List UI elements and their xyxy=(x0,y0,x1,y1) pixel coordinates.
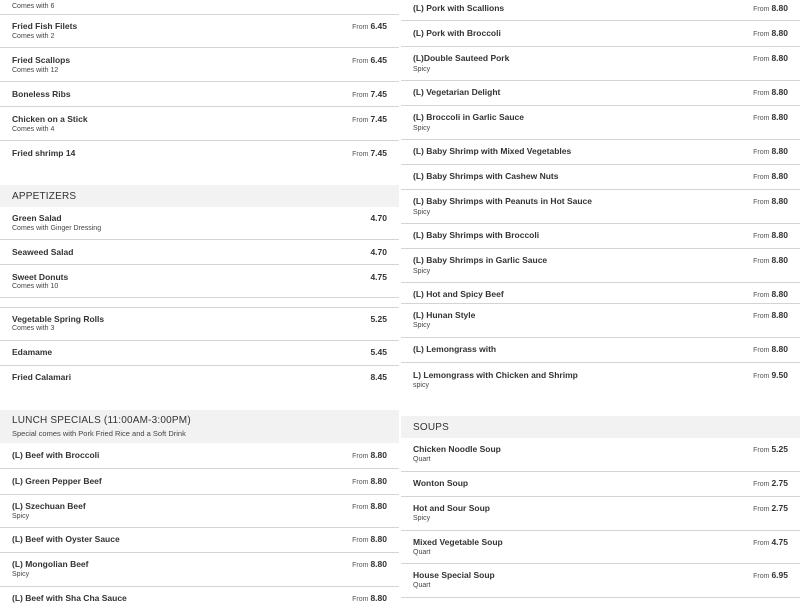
menu-item[interactable] xyxy=(401,0,800,21)
item-price: From 8.80 xyxy=(753,3,788,13)
menu-item[interactable] xyxy=(401,304,800,338)
item-price: From 6.95 xyxy=(753,570,788,580)
item-price: 4.70 xyxy=(370,247,387,257)
section-title: SOUPS xyxy=(413,422,450,433)
item-name: Chicken on a Stick xyxy=(12,114,88,124)
item-price: From 8.80 xyxy=(753,196,788,206)
item-name: (L) Green Pepper Beef xyxy=(12,476,102,486)
item-name: (L) Mongolian Beef xyxy=(12,559,89,569)
item-name: Vegetable Spring Rolls xyxy=(12,314,105,324)
item-name: Green Salad xyxy=(12,213,62,223)
menu-item[interactable] xyxy=(401,190,800,224)
item-description: Comes with 4 xyxy=(12,126,55,133)
item-name: (L) Baby Shrimps in Garlic Sauce xyxy=(413,255,548,265)
item-name: (L) Beef with Broccoli xyxy=(12,450,100,460)
item-price: From 8.80 xyxy=(753,255,788,265)
item-name: (L) Vegetarian Delight xyxy=(413,87,501,97)
item-price: From 5.25 xyxy=(753,444,788,454)
item-price: From 7.45 xyxy=(352,89,387,99)
item-description: Spicy xyxy=(413,268,431,275)
item-price: From 8.80 xyxy=(753,230,788,240)
menu-item[interactable] xyxy=(401,472,800,497)
item-name: (L) Baby Shrimp with Mixed Vegetables xyxy=(413,146,572,156)
section-header-lunch-specials xyxy=(0,410,399,443)
item-price: From 8.80 xyxy=(753,289,788,299)
item-price: 8.45 xyxy=(370,372,387,382)
item-price: From 8.80 xyxy=(753,28,788,38)
empty-row xyxy=(0,298,399,308)
menu-item[interactable] xyxy=(401,338,800,363)
item-price: 4.75 xyxy=(370,272,387,282)
menu-item[interactable] xyxy=(0,240,399,265)
item-name: Hot and Sour Soup xyxy=(413,503,490,513)
item-price: From 8.80 xyxy=(753,112,788,122)
item-name: House Special Soup xyxy=(413,570,495,580)
item-name: (L) Baby Shrimps with Peanuts in Hot Sauce xyxy=(413,196,592,206)
item-price: From 7.45 xyxy=(352,148,387,158)
section-header-appetizers xyxy=(0,185,399,207)
item-description: Quart xyxy=(413,582,431,589)
item-price: From 8.80 xyxy=(352,476,387,486)
item-name: (L) Lemongrass with xyxy=(413,344,497,354)
item-description: Comes with Ginger Dressing xyxy=(12,225,102,232)
item-price: From 8.80 xyxy=(352,501,387,511)
item-price: From 8.80 xyxy=(753,146,788,156)
menu-item[interactable] xyxy=(0,587,399,611)
menu-item[interactable] xyxy=(401,81,800,106)
section-title: APPETIZERS xyxy=(12,191,77,202)
item-description: Comes with 2 xyxy=(12,33,55,40)
item-name: Seaweed Salad xyxy=(12,247,74,257)
item-name: Chicken Noodle Soup xyxy=(413,444,501,454)
menu-item[interactable] xyxy=(401,564,800,598)
item-price: 5.25 xyxy=(370,314,387,324)
item-description: Spicy xyxy=(413,209,431,216)
item-name: L) Lemongrass with Chicken and Shrimp xyxy=(413,370,578,380)
item-description: Spicy xyxy=(413,515,431,522)
menu-item[interactable] xyxy=(0,553,399,587)
item-price: From 8.80 xyxy=(352,450,387,460)
item-price: From 8.80 xyxy=(753,344,788,354)
item-price: From 8.80 xyxy=(352,593,387,603)
item-name: Fried shrimp 14 xyxy=(12,148,76,158)
section-subtitle: Special comes with Pork Fried Rice and a Soft Drink xyxy=(12,429,186,438)
menu-item[interactable] xyxy=(401,363,800,396)
item-price: From 8.80 xyxy=(753,53,788,63)
item-name: (L) Szechuan Beef xyxy=(12,501,86,511)
menu-item[interactable] xyxy=(401,106,800,140)
menu-item[interactable] xyxy=(401,140,800,165)
item-name: (L) Pork with Scallions xyxy=(413,3,505,13)
menu-item[interactable] xyxy=(0,495,399,528)
item-name: (L) Broccoli in Garlic Sauce xyxy=(413,112,525,122)
menu-item[interactable] xyxy=(0,48,399,82)
item-price: From 8.80 xyxy=(753,310,788,320)
item-name: Fried Fish Filets xyxy=(12,21,78,31)
item-name: (L) Beef with Sha Cha Sauce xyxy=(12,593,127,603)
item-description: Comes with 10 xyxy=(12,283,59,290)
item-description: Spicy xyxy=(12,513,30,520)
section-header-soups xyxy=(401,416,800,438)
menu-item[interactable] xyxy=(0,141,399,165)
menu-item[interactable] xyxy=(0,107,399,141)
menu-item[interactable] xyxy=(0,82,399,107)
menu-item[interactable] xyxy=(401,47,800,81)
item-price: From 8.80 xyxy=(352,534,387,544)
item-description: Comes with 3 xyxy=(12,325,55,332)
menu-item[interactable] xyxy=(0,528,399,553)
menu-item[interactable] xyxy=(0,469,399,495)
menu-item[interactable] xyxy=(401,531,800,564)
menu-item[interactable] xyxy=(401,249,800,283)
menu-item[interactable] xyxy=(401,283,800,304)
menu-item[interactable] xyxy=(0,207,399,240)
item-description: Spicy xyxy=(413,322,431,329)
item-description: Quart xyxy=(413,549,431,556)
item-name: (L) Baby Shrimps with Broccoli xyxy=(413,230,540,240)
item-name: (L) Beef with Oyster Sauce xyxy=(12,534,120,544)
item-name: (L) Pork with Broccoli xyxy=(413,28,501,38)
item-name: Fried Scallops xyxy=(12,55,71,65)
item-name: Mixed Vegetable Soup xyxy=(413,537,503,547)
menu-item[interactable] xyxy=(401,165,800,190)
menu-item[interactable] xyxy=(0,308,399,341)
menu-item[interactable] xyxy=(0,14,399,48)
item-price: From 2.75 xyxy=(753,503,788,513)
item-price: 5.45 xyxy=(370,347,387,357)
item-name: Edamame xyxy=(12,347,53,357)
item-name: (L) Baby Shrimps with Cashew Nuts xyxy=(413,171,559,181)
section-title: LUNCH SPECIALS (11:00AM-3:00PM) xyxy=(12,415,191,426)
item-price: From 6.45 xyxy=(352,55,387,65)
item-name: (L) Hunan Style xyxy=(413,310,476,320)
item-description: Spicy xyxy=(413,66,431,73)
item-description: spicy xyxy=(413,382,429,389)
item-description: Spicy xyxy=(12,571,30,578)
item-name: (L)Double Sauteed Pork xyxy=(413,53,510,63)
item-description: Spicy xyxy=(413,125,431,132)
item-price: From 2.75 xyxy=(753,478,788,488)
item-price: 4.70 xyxy=(370,213,387,223)
item-name: Fried Calamari xyxy=(12,372,72,382)
item-name: (L) Hot and Spicy Beef xyxy=(413,289,504,299)
item-name: Boneless Ribs xyxy=(12,89,71,99)
menu-item[interactable] xyxy=(0,341,399,366)
item-price: From 9.50 xyxy=(753,370,788,380)
menu-item[interactable] xyxy=(401,21,800,47)
item-price: From 6.45 xyxy=(352,21,387,31)
menu-item[interactable] xyxy=(401,497,800,531)
item-price: From 8.80 xyxy=(352,559,387,569)
menu-item[interactable] xyxy=(0,366,399,390)
partial-item-top[interactable] xyxy=(0,0,399,15)
item-name: Wonton Soup xyxy=(413,478,469,488)
item-description: Quart xyxy=(413,456,431,463)
item-price: From 8.80 xyxy=(753,87,788,97)
menu-item[interactable] xyxy=(401,224,800,249)
item-price: From 7.45 xyxy=(352,114,387,124)
item-description: Comes with 6 xyxy=(12,3,55,10)
item-price: From 8.80 xyxy=(753,171,788,181)
item-description: Comes with 12 xyxy=(12,67,59,74)
item-name: Sweet Donuts xyxy=(12,272,69,282)
menu-item[interactable] xyxy=(0,265,399,298)
menu-item[interactable] xyxy=(401,438,800,472)
menu-item[interactable] xyxy=(0,443,399,469)
item-price: From 4.75 xyxy=(753,537,788,547)
